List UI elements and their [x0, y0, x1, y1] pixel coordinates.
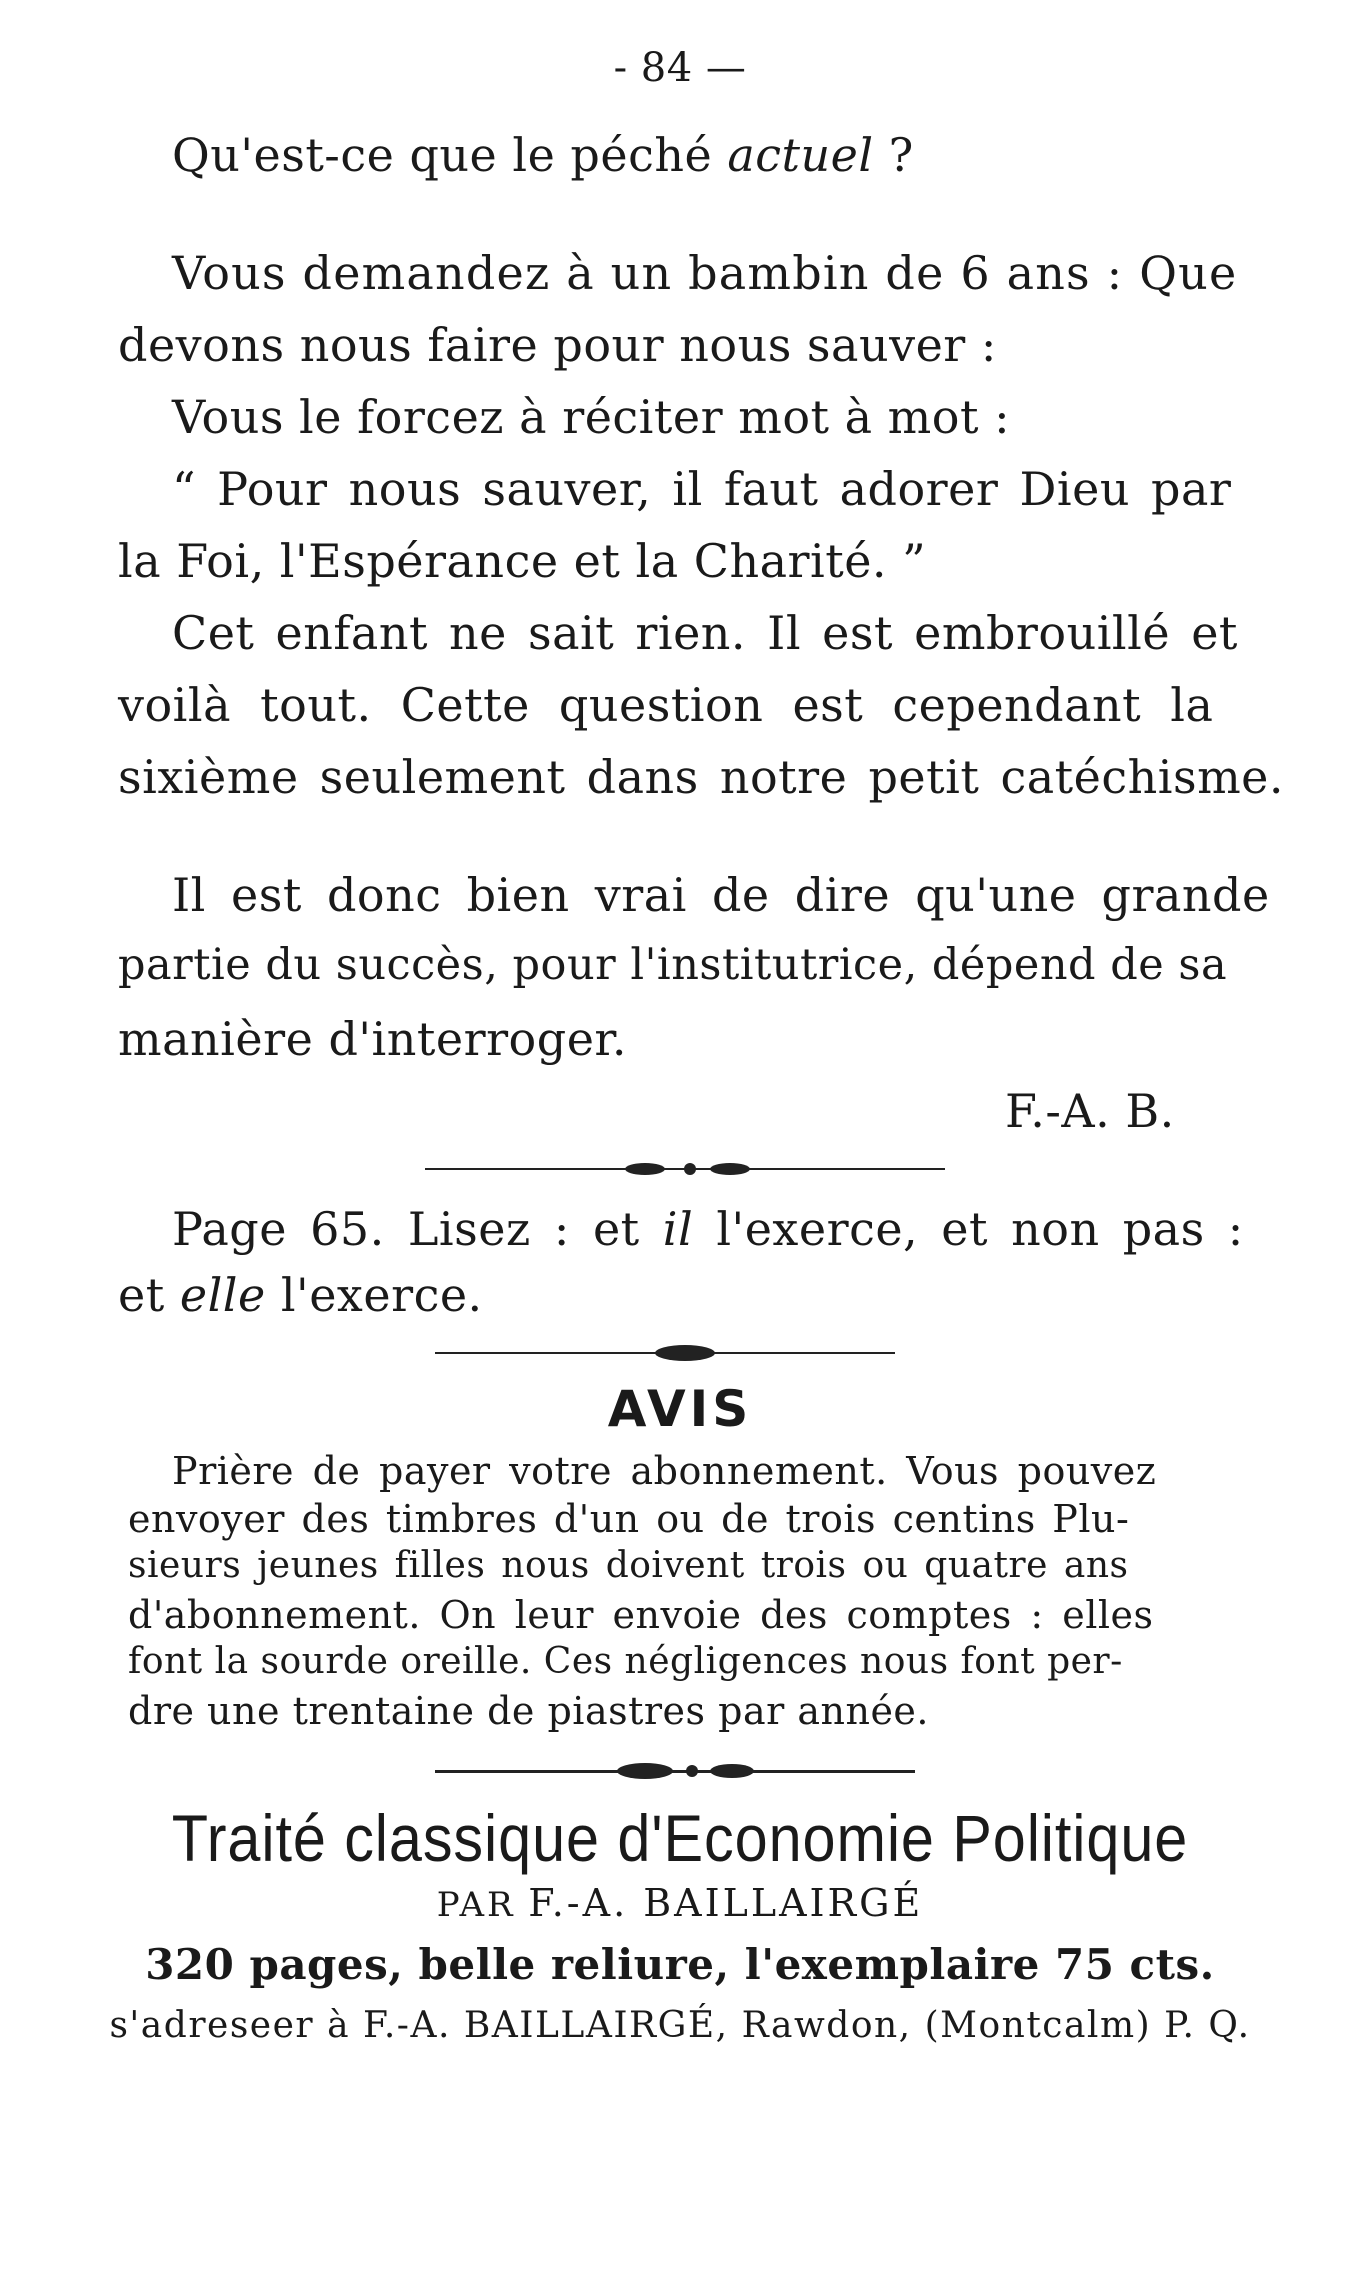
- paragraph1-line: “ Pour nous sauver, il faut adorer Dieu par: [172, 462, 1232, 516]
- paragraph1-line: sixième seulement dans notre petit catéchisme.: [118, 750, 1285, 804]
- paragraph1-line: la Foi, l'Espérance et la Charité. ”: [118, 534, 927, 588]
- paragraph1-line: Cet enfant ne sait rien. Il est embrouillé et: [172, 606, 1238, 660]
- rule-ornament-icon: [615, 1161, 775, 1177]
- paragraph2-line: partie du succès, pour l'institutrice, dépend de sa: [118, 940, 1228, 990]
- avis-line: Prière de payer votre abonnement. Vous pouvez: [172, 1449, 1157, 1493]
- erratum-italic-il: il: [662, 1202, 694, 1256]
- question-line: [172, 128, 914, 182]
- avis-line: sieurs jeunes filles nous doivent trois ou quatre ans: [128, 1545, 1129, 1586]
- avis-line: font la sourde oreille. Ces négligences nous font per-: [128, 1641, 1123, 1682]
- question-suffix: ?: [873, 128, 914, 182]
- rule-ornament-icon: [610, 1761, 770, 1781]
- paragraph1-line: Vous le forcez à réciter mot à mot :: [172, 390, 1011, 444]
- paragraph2-line: Il est donc bien vrai de dire qu'une grande: [172, 868, 1270, 922]
- avis-line: envoyer des timbres d'un ou de trois centins Plu-: [128, 1497, 1130, 1541]
- avis-title: AVIS: [607, 1380, 753, 1438]
- avis-line: dre une trentaine de piastres par année.: [128, 1689, 930, 1733]
- erratum-text-c: et: [118, 1268, 180, 1322]
- erratum-line2: [118, 1268, 483, 1322]
- erratum-text-d: l'exerce.: [265, 1268, 483, 1322]
- paragraph1-line: Vous demandez à un bambin de 6 ans : Que: [172, 246, 1238, 300]
- book-address: s'adreseer à F.-A. BAILLAIRGÉ, Rawdon, (Montcalm) P. Q.: [109, 2005, 1251, 2046]
- book-title: Traité classique d'Economie Politique: [171, 1801, 1189, 1875]
- avis-line: d'abonnement. On leur envoie des comptes : elles: [128, 1593, 1154, 1637]
- erratum-line1: [172, 1202, 1244, 1256]
- paragraph1-line: voilà tout. Cette question est cependant la: [118, 678, 1214, 732]
- paragraph2-line: manière d'interroger.: [118, 1012, 627, 1066]
- book-details: 320 pages, belle reliure, l'exemplaire 75 cts.: [145, 1940, 1215, 1989]
- byline-author: F.-A. BAILLAIRGÉ: [528, 1881, 924, 1925]
- byline-par: PAR: [436, 1885, 516, 1925]
- erratum-text-b: l'exerce, et non pas :: [693, 1202, 1244, 1256]
- question-prefix: Qu'est-ce que le péché: [172, 128, 728, 182]
- rule-ornament-icon: [640, 1344, 730, 1362]
- question-italic: actuel: [727, 128, 874, 182]
- byline: [260, 1881, 1100, 1925]
- paragraph1-line: devons nous faire pour nous sauver :: [118, 318, 997, 372]
- signature: F.-A. B.: [1005, 1084, 1175, 1138]
- erratum-italic-elle: elle: [179, 1268, 266, 1322]
- page-number: - 84 —: [613, 45, 747, 91]
- erratum-text-a: Page 65. Lisez : et: [172, 1202, 663, 1256]
